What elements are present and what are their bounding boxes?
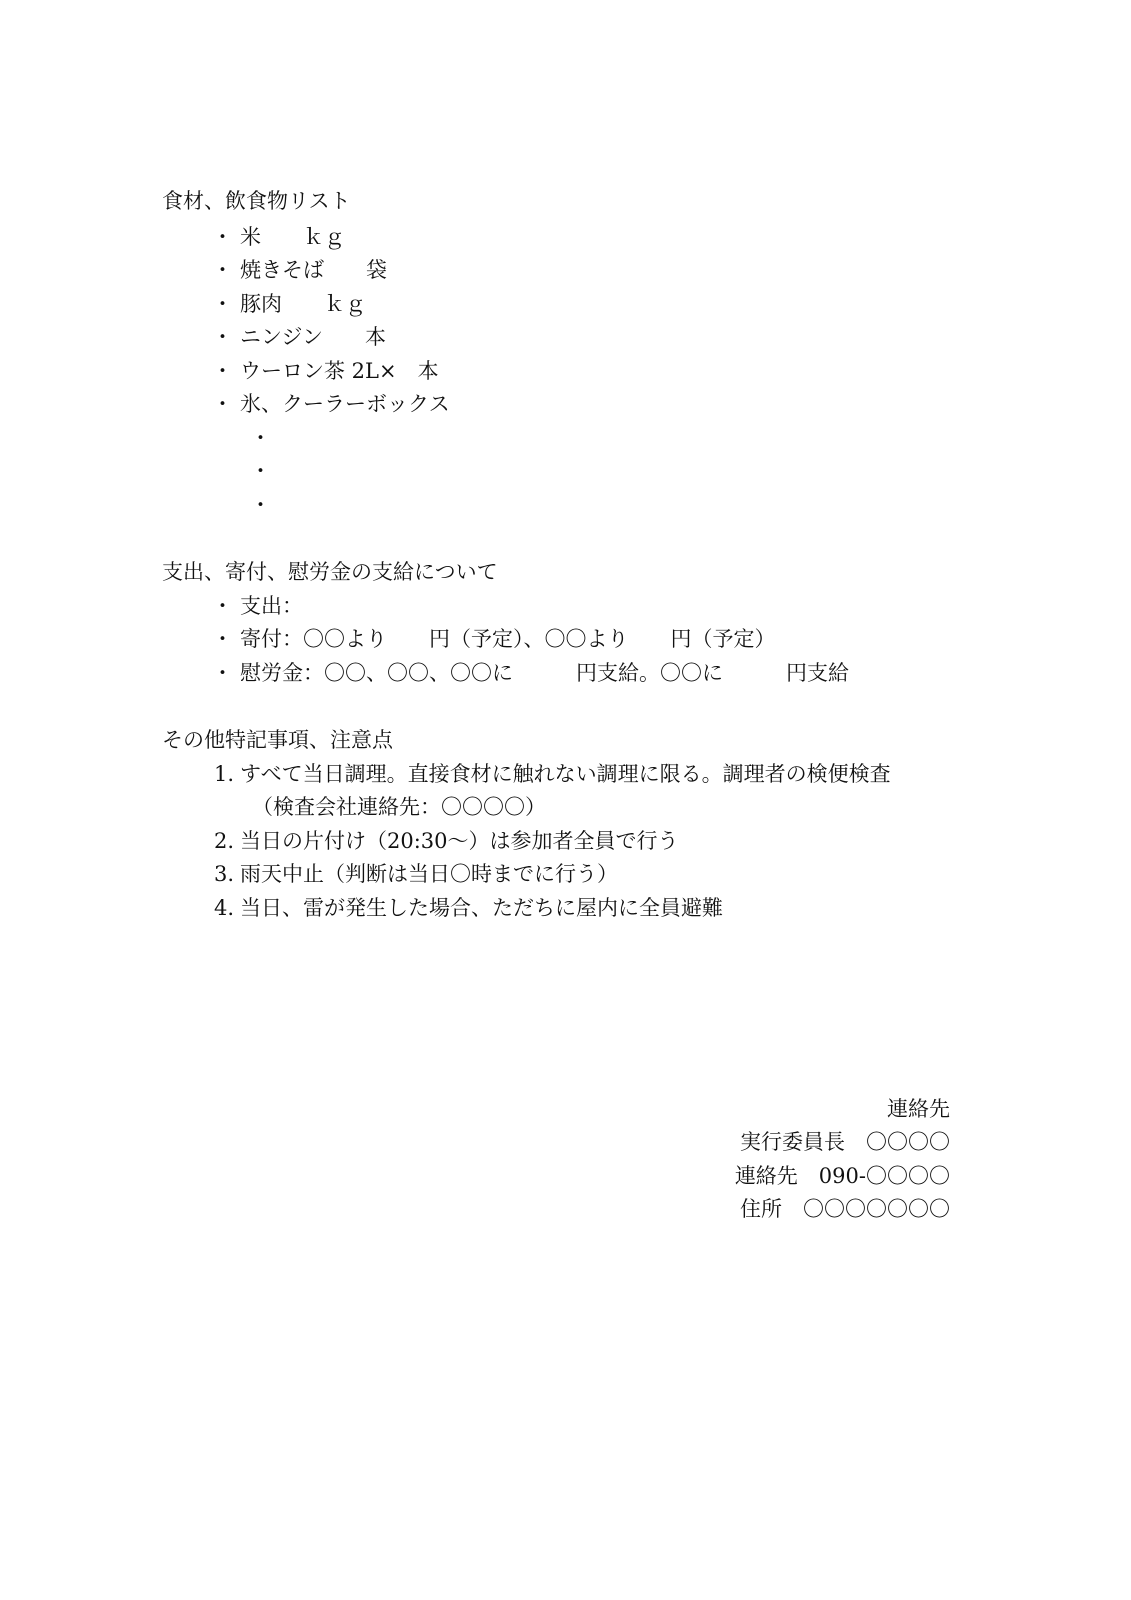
list-number: 2.	[214, 829, 235, 853]
bullet: ・	[212, 325, 233, 349]
bullet: ・	[212, 258, 233, 282]
section-heading-notes: その他特記事項、注意点	[162, 728, 393, 752]
section-heading-expenses: 支出、寄付、慰労金の支給について	[162, 560, 498, 584]
list-item: ニンジン 本	[240, 325, 386, 349]
list-item: 当日、雷が発生した場合、ただちに屋内に全員避難	[240, 896, 723, 920]
continuation-dot: ・	[250, 493, 271, 517]
list-item: 焼きそば 袋	[240, 258, 387, 282]
bullet: ・	[212, 627, 233, 651]
bullet: ・	[212, 359, 233, 383]
list-item: ウーロン茶 2L× 本	[240, 359, 439, 383]
list-item: 寄付：〇〇より 円（予定）、〇〇より 円（予定）	[240, 627, 776, 651]
list-item: すべて当日調理。直接食材に触れない調理に限る。調理者の検便検査	[240, 762, 891, 786]
contact-line: 実行委員長 〇〇〇〇	[740, 1130, 950, 1154]
list-number: 1.	[214, 762, 235, 786]
bullet: ・	[212, 661, 233, 685]
list-number: 4.	[214, 896, 235, 920]
list-item: 米 ｋｇ	[240, 225, 345, 249]
bullet: ・	[212, 225, 233, 249]
bullet: ・	[212, 292, 233, 316]
list-item: 豚肉 ｋｇ	[240, 292, 366, 316]
contact-line: 住所 〇〇〇〇〇〇〇	[740, 1197, 950, 1221]
bullet: ・	[212, 594, 233, 618]
list-item: 当日の片付け（20:30〜）は参加者全員で行う	[240, 829, 679, 853]
list-item: 支出：	[240, 594, 303, 618]
bullet: ・	[212, 392, 233, 416]
section-heading-ingredients: 食材、飲食物リスト	[162, 189, 351, 213]
continuation-dot: ・	[250, 426, 271, 450]
contact-title: 連絡先	[887, 1097, 950, 1121]
contact-line: 連絡先 090-〇〇〇〇	[734, 1164, 950, 1188]
list-number: 3.	[214, 862, 235, 886]
list-item: 雨天中止（判断は当日〇時までに行う）	[240, 862, 618, 886]
list-item: 慰労金：〇〇、〇〇、〇〇に 円支給。〇〇に 円支給	[240, 661, 849, 685]
list-item-continuation: （検査会社連絡先：〇〇〇〇）	[252, 795, 546, 819]
list-item: 氷、クーラーボックス	[240, 392, 450, 416]
continuation-dot: ・	[250, 459, 271, 483]
